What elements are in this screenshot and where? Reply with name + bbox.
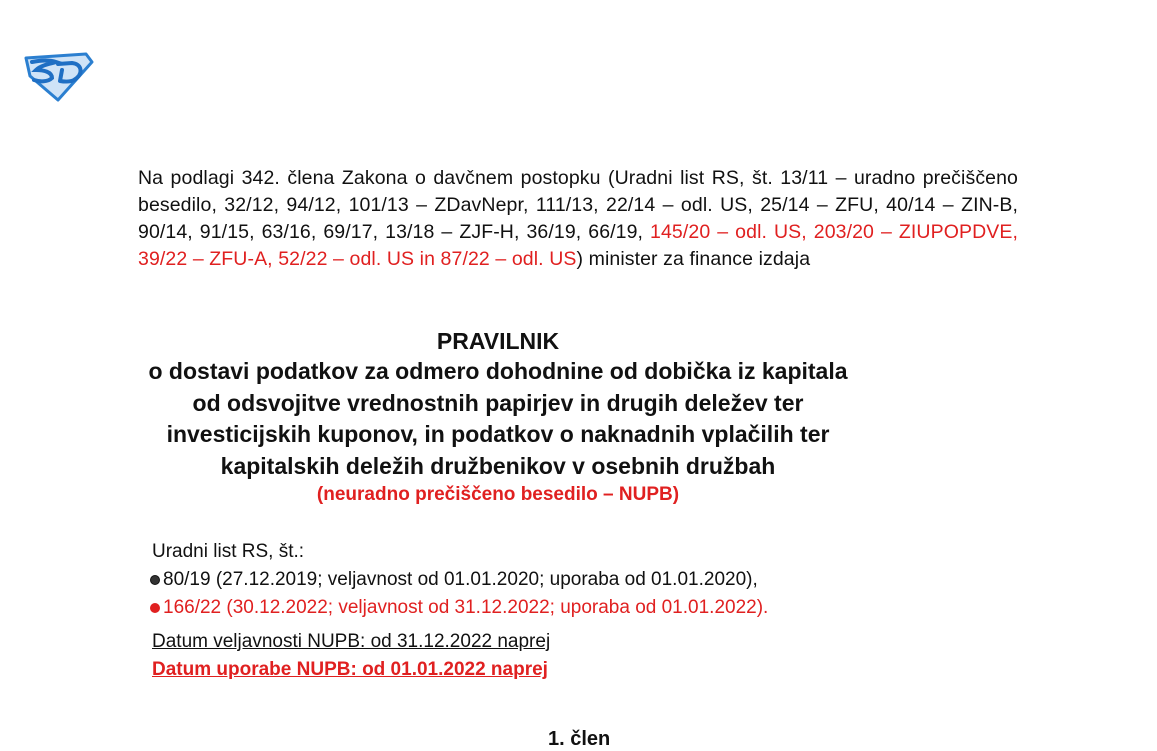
- title-subtitle: (neuradno prečiščeno besedilo – NUPB): [316, 484, 680, 505]
- title-line-3: investicijskih kuponov, in podatkov o naknadnih vplačilih ter: [166, 421, 830, 447]
- intro-text: Na podlagi 342. člena Zakona o davčnem postopku (Uradni list RS, št. 13/11 – uradno prečiščeno besedilo, 32/12, 94/12, 101/13 – ZDavNepr, 111/13, 22/14 – odl. US, 25/14 – ZFU, 40/14 – ZIN-B, 90/14, 91/15, 63/16, 69/17, 13/18 – ZJF-H, 36/19, 66/19,: [138, 167, 1018, 243]
- title-line-1: o dostavi podatkov za odmero dohodnine od dobička iz kapitala: [148, 358, 848, 384]
- official-gazette-list: [152, 538, 768, 622]
- regulation-title: [138, 326, 858, 508]
- article-heading: 1. člen: [548, 728, 611, 750]
- title-line-4: kapitalskih deležih družbenikov v osebnih družbah: [220, 452, 776, 479]
- sd-logo-icon: [22, 50, 94, 102]
- intro-amendments-red: 145/20 – odl. US, 203/20 – ZIUPOPDVE, 39/22 – ZFU-A, 52/22 – odl. US in 87/22 – odl. US: [138, 221, 1018, 270]
- gazette-label: Uradni list RS, št.:: [152, 541, 305, 562]
- intro-tail: ) minister za finance izdaja: [576, 248, 811, 270]
- nupb-dates: [152, 628, 550, 684]
- validity-date: Datum veljavnosti NUPB: od 31.12.2022 naprej: [152, 631, 551, 652]
- gazette-item-text: 166/22 (30.12.2022; veljavnost od 31.12.2022; uporaba od 01.01.2022).: [163, 597, 769, 618]
- intro-paragraph: [138, 165, 1018, 273]
- gazette-item-text: 80/19 (27.12.2019; veljavnost od 01.01.2020; uporaba od 01.01.2020),: [163, 569, 758, 590]
- bullet-icon: [150, 575, 160, 585]
- title-line-2: od odsvojitve vrednostnih papirjev in drugih deležev ter: [192, 389, 804, 416]
- application-date: Datum uporabe NUPB: od 01.01.2022 naprej: [152, 659, 548, 680]
- gazette-item: [150, 594, 768, 622]
- title-main: PRAVILNIK: [436, 328, 560, 354]
- gazette-item: [150, 566, 768, 594]
- bullet-icon: [150, 603, 160, 613]
